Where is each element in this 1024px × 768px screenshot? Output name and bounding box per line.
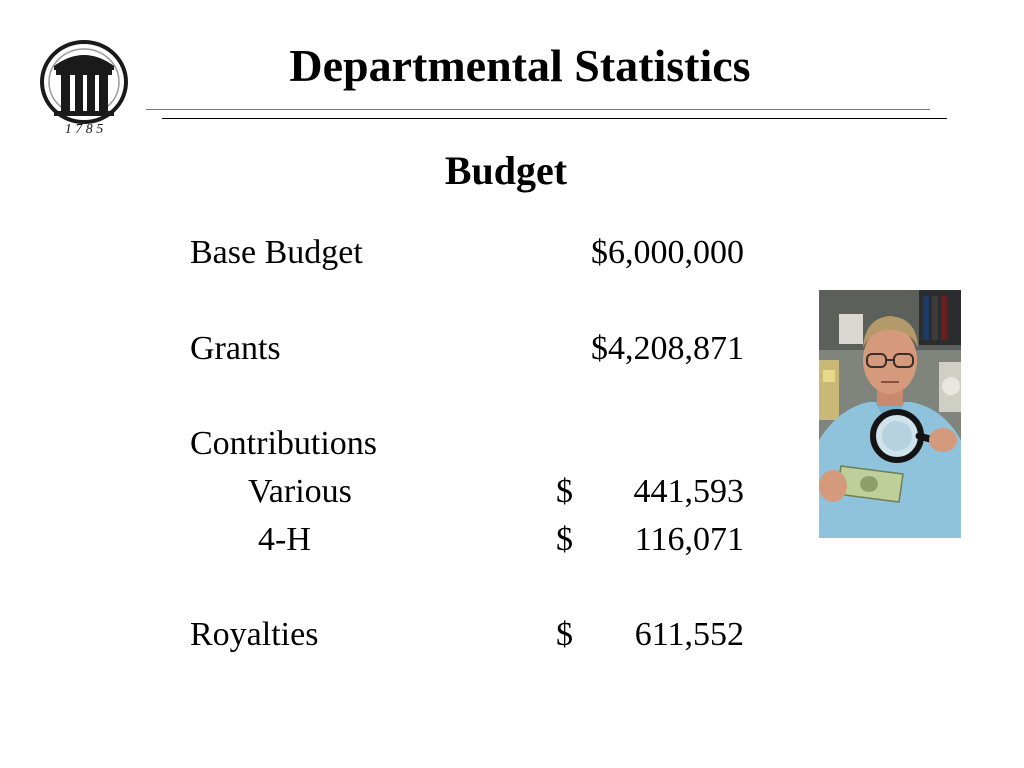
row-dollar-sign: $ (556, 616, 573, 653)
man-with-magnifying-glass-and-dollar-bill-photo (819, 290, 961, 538)
budget-row-base-budget (0, 229, 1024, 277)
university-arch-logo (38, 36, 134, 136)
page-title: Departmental Statistics (289, 40, 751, 91)
row-amount: $4,208,871 (591, 330, 744, 367)
row-dollar-sign: $ (556, 521, 573, 558)
row-dollar-sign: $ (556, 473, 573, 510)
row-label: Grants (190, 330, 281, 367)
row-label: Base Budget (190, 234, 363, 271)
section-heading: Budget (444, 148, 568, 193)
row-amount: 611,552 (634, 616, 744, 653)
title-accent-rule (146, 109, 930, 110)
row-label: 4-H (258, 521, 311, 558)
row-label: Contributions (190, 425, 378, 462)
logo-year: 1 7 8 5 (64, 122, 104, 136)
row-amount: $6,000,000 (591, 234, 744, 271)
row-amount: 441,593 (633, 473, 744, 510)
row-label: Royalties (190, 616, 319, 653)
row-label: Various (248, 473, 352, 510)
arch-columns-icon (38, 36, 134, 136)
title-divider-rule (162, 118, 947, 119)
row-amount: 116,071 (634, 521, 744, 558)
budget-row-royalties (0, 611, 1024, 659)
